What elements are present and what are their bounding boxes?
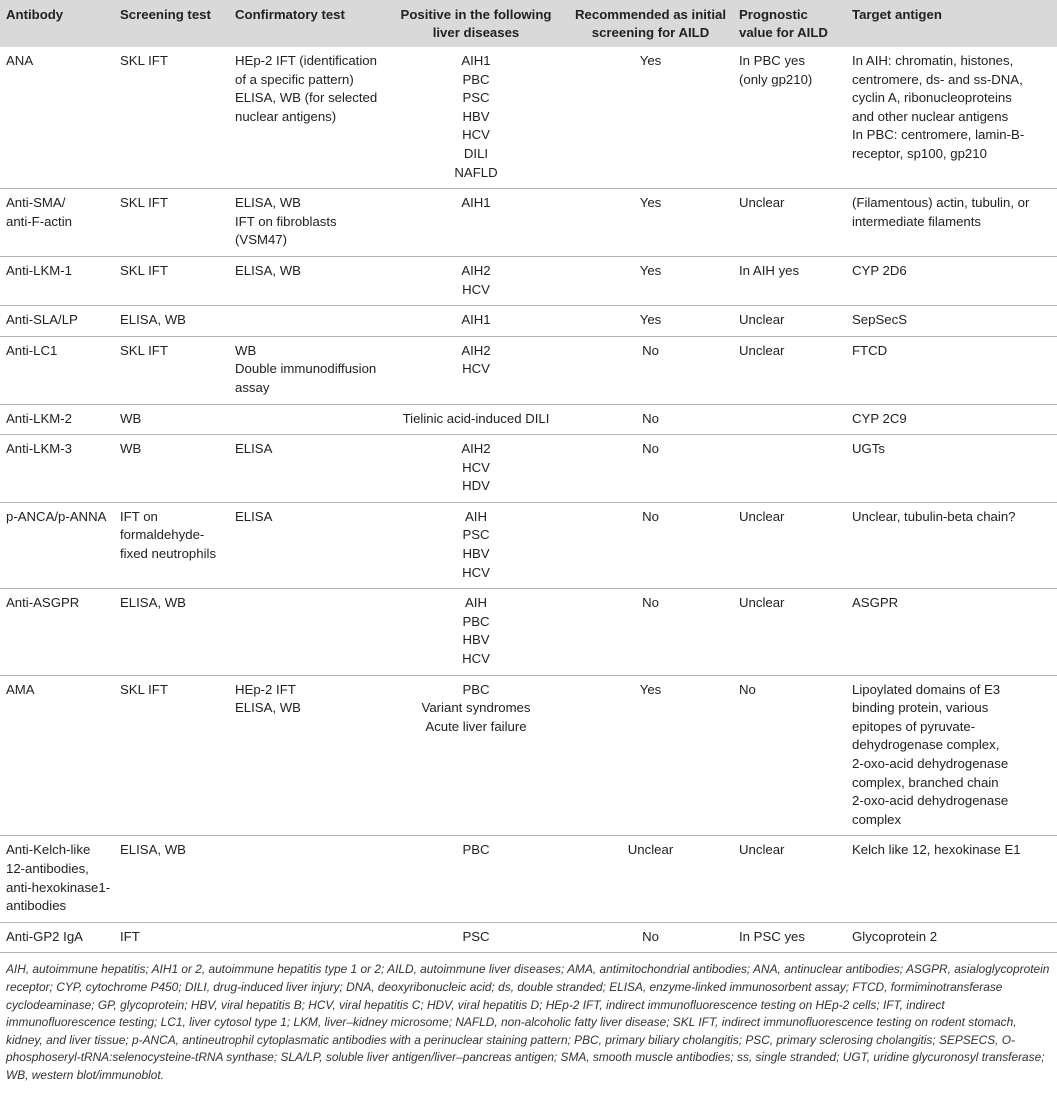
cell-line: Unclear	[739, 342, 785, 358]
cell-line: receptor, sp100, gp210	[852, 145, 987, 161]
cell-prognostic-value	[733, 675, 846, 836]
cell-line: AIH	[465, 595, 487, 611]
cell-line: PBC	[462, 681, 490, 697]
cell-line: antibodies	[6, 898, 67, 914]
cell-recommended-screening	[566, 306, 733, 337]
cell-line: In PSC yes	[739, 928, 805, 944]
cell-target-antigen	[846, 675, 1057, 836]
cell-recommended-screening	[566, 435, 733, 503]
cell-prognostic-value	[733, 47, 846, 189]
cell-line: ELISA, WB	[235, 262, 301, 278]
cell-line: anti-hexokinase1-	[6, 879, 111, 895]
header-line: Prognostic	[739, 7, 808, 22]
cell-line: Lipoylated domains of E3	[852, 681, 1001, 697]
cell-line: Yes	[639, 681, 662, 697]
cell-prognostic-value	[733, 922, 846, 953]
cell-line: and other nuclear antigens	[852, 108, 1009, 124]
cell-screening-test	[114, 404, 229, 435]
cell-line: ELISA, WB	[120, 595, 186, 611]
cell-recommended-screening	[566, 836, 733, 922]
cell-line: No	[739, 681, 756, 697]
cell-line: Anti-LC1	[6, 342, 58, 358]
cell-screening-test	[114, 336, 229, 404]
cell-recommended-screening	[566, 589, 733, 675]
cell-line: dehydrogenase complex,	[852, 737, 1000, 753]
cell-line: No	[642, 508, 659, 524]
table-row	[0, 589, 1057, 675]
table-row	[0, 256, 1057, 305]
cell-target-antigen	[846, 47, 1057, 189]
cell-line: HEp-2 IFT (identification	[235, 53, 377, 68]
cell-recommended-screening	[566, 336, 733, 404]
cell-line: 12-antibodies,	[6, 860, 89, 876]
header-antibody	[0, 0, 114, 47]
cell-prognostic-value	[733, 306, 846, 337]
cell-screening-test	[114, 256, 229, 305]
cell-line: AIH	[465, 508, 487, 524]
cell-recommended-screening	[566, 47, 733, 189]
cell-screening-test	[114, 922, 229, 953]
cell-confirmatory-test	[229, 336, 384, 404]
cell-line: 2-oxo-acid dehydrogenase	[852, 756, 1009, 771]
cell-target-antigen	[846, 336, 1057, 404]
cell-line: HBV	[462, 632, 490, 648]
cell-line: epitopes of pyruvate-	[852, 718, 976, 734]
header-row	[0, 0, 1057, 47]
cell-line: AIH2	[461, 342, 491, 358]
cell-line: ELISA	[235, 441, 273, 457]
cell-target-antigen	[846, 502, 1057, 588]
cell-line: SKL IFT	[120, 195, 168, 211]
cell-line: fixed neutrophils	[120, 546, 217, 562]
cell-prognostic-value	[733, 404, 846, 435]
cell-antibody	[0, 47, 114, 189]
cell-line: ELISA, WB	[120, 842, 186, 858]
cell-target-antigen	[846, 404, 1057, 435]
cell-target-antigen	[846, 836, 1057, 922]
cell-positive-diseases	[384, 336, 566, 404]
cell-prognostic-value	[733, 836, 846, 922]
cell-line: IFT	[120, 928, 140, 944]
cell-line: In AIH: chromatin, histones,	[852, 53, 1014, 68]
cell-line: In AIH yes	[739, 262, 800, 278]
cell-line: formaldehyde-	[120, 527, 205, 543]
cell-line: SKL IFT	[120, 53, 168, 68]
table-row	[0, 404, 1057, 435]
cell-confirmatory-test	[229, 589, 384, 675]
header-line: Screening test	[120, 7, 211, 22]
cell-positive-diseases	[384, 404, 566, 435]
cell-line: assay	[235, 379, 270, 395]
cell-line: Anti-SLA/LP	[6, 312, 78, 328]
cell-line: Anti-GP2 IgA	[6, 928, 83, 944]
cell-line: ELISA, WB (for selected	[235, 90, 378, 106]
table-row	[0, 47, 1057, 189]
cell-line: In PBC: centromere, lamin-B-	[852, 127, 1025, 143]
header-line: Confirmatory test	[235, 7, 345, 22]
table-row	[0, 502, 1057, 588]
cell-line: Unclear	[739, 195, 785, 211]
table-row	[0, 306, 1057, 337]
cell-antibody	[0, 836, 114, 922]
header-line: value for AILD	[739, 25, 828, 40]
cell-confirmatory-test	[229, 306, 384, 337]
cell-line: HCV	[462, 651, 490, 667]
cell-recommended-screening	[566, 189, 733, 257]
cell-line: HEp-2 IFT	[235, 681, 296, 697]
cell-screening-test	[114, 675, 229, 836]
cell-screening-test	[114, 502, 229, 588]
cell-line: Unclear	[739, 842, 785, 858]
cell-line: Yes	[639, 53, 662, 68]
cell-line: IFT on	[120, 508, 158, 524]
cell-recommended-screening	[566, 256, 733, 305]
cell-line: HCV	[462, 281, 490, 297]
cell-line: WB	[120, 441, 142, 457]
cell-line: Anti-LKM-2	[6, 410, 72, 426]
cell-line: PBC	[462, 842, 490, 858]
cell-line: PSC	[462, 527, 490, 543]
cell-line: Yes	[639, 195, 662, 211]
cell-confirmatory-test	[229, 836, 384, 922]
cell-line: p-ANCA/p-ANNA	[6, 508, 107, 524]
cell-line: HBV	[462, 546, 490, 562]
cell-line: IFT on fibroblasts	[235, 213, 337, 229]
cell-target-antigen	[846, 435, 1057, 503]
cell-line: intermediate filaments	[852, 213, 982, 229]
cell-line: of a specific pattern)	[235, 71, 354, 87]
cell-antibody	[0, 404, 114, 435]
cell-line: Unclear	[739, 508, 785, 524]
cell-line: CYP 2D6	[852, 262, 907, 278]
cell-line: ASGPR	[852, 595, 899, 611]
header-prognostic-value	[733, 0, 846, 47]
cell-line: ANA	[6, 53, 34, 68]
cell-line: ELISA, WB	[235, 195, 301, 211]
cell-line: Yes	[639, 262, 662, 278]
cell-positive-diseases	[384, 435, 566, 503]
cell-screening-test	[114, 189, 229, 257]
cell-line: AMA	[6, 681, 35, 697]
table-row	[0, 189, 1057, 257]
cell-antibody	[0, 306, 114, 337]
cell-line: DILI	[463, 145, 489, 161]
cell-positive-diseases	[384, 589, 566, 675]
cell-line: PSC	[462, 90, 490, 106]
cell-antibody	[0, 336, 114, 404]
cell-line: PBC	[462, 613, 490, 629]
cell-confirmatory-test	[229, 189, 384, 257]
cell-line: HCV	[462, 127, 490, 143]
cell-line: Unclear, tubulin-beta chain?	[852, 508, 1016, 524]
cell-line: AIH1	[461, 312, 491, 328]
cell-positive-diseases	[384, 922, 566, 953]
cell-line: Tielinic acid-induced DILI	[402, 410, 550, 426]
cell-line: cyclin A, ribonucleoproteins	[852, 90, 1012, 106]
cell-line: 2-oxo-acid dehydrogenase	[852, 793, 1009, 809]
cell-line: ELISA	[235, 508, 273, 524]
cell-line: In PBC yes	[739, 53, 805, 68]
cell-line: WB	[235, 342, 257, 358]
cell-confirmatory-test	[229, 404, 384, 435]
cell-line: CYP 2C9	[852, 410, 907, 426]
header-line: Target antigen	[852, 7, 942, 22]
cell-target-antigen	[846, 589, 1057, 675]
header-line: screening for AILD	[591, 25, 710, 40]
table-row	[0, 922, 1057, 953]
table-body	[0, 47, 1057, 953]
cell-confirmatory-test	[229, 47, 384, 189]
cell-positive-diseases	[384, 675, 566, 836]
cell-line: Anti-LKM-1	[6, 262, 72, 278]
cell-line: SKL IFT	[120, 681, 168, 697]
header-recommended-screening	[566, 0, 733, 47]
cell-line: No	[642, 441, 659, 457]
cell-positive-diseases	[384, 189, 566, 257]
cell-line: complex, branched chain	[852, 774, 999, 790]
cell-line: SKL IFT	[120, 342, 168, 358]
cell-line: HCV	[462, 564, 490, 580]
cell-line: Anti-LKM-3	[6, 441, 72, 457]
cell-prognostic-value	[733, 502, 846, 588]
cell-line: Acute liver failure	[425, 718, 527, 734]
cell-line: Variant syndromes	[421, 700, 531, 716]
cell-confirmatory-test	[229, 502, 384, 588]
cell-screening-test	[114, 836, 229, 922]
cell-line: HCV	[462, 361, 490, 377]
cell-line: PSC	[462, 928, 490, 944]
cell-antibody	[0, 502, 114, 588]
cell-screening-test	[114, 589, 229, 675]
cell-antibody	[0, 435, 114, 503]
cell-target-antigen	[846, 189, 1057, 257]
cell-line: No	[642, 595, 659, 611]
cell-line: ELISA, WB	[120, 312, 186, 328]
cell-line: No	[642, 928, 659, 944]
cell-line: Glycoprotein 2	[852, 928, 938, 944]
cell-line: AIH2	[461, 441, 491, 457]
cell-line: FTCD	[852, 342, 888, 358]
cell-line: WB	[120, 410, 142, 426]
header-line: Positive in the following	[400, 7, 552, 22]
cell-screening-test	[114, 306, 229, 337]
cell-line: complex	[852, 811, 902, 827]
header-line: Recommended as initial	[575, 7, 726, 22]
cell-antibody	[0, 189, 114, 257]
cell-antibody	[0, 256, 114, 305]
cell-prognostic-value	[733, 435, 846, 503]
cell-recommended-screening	[566, 675, 733, 836]
cell-line: Yes	[639, 312, 662, 328]
cell-prognostic-value	[733, 589, 846, 675]
cell-antibody	[0, 922, 114, 953]
cell-recommended-screening	[566, 922, 733, 953]
cell-line: AIH2	[461, 262, 491, 278]
cell-line: ELISA, WB	[235, 700, 301, 716]
cell-prognostic-value	[733, 256, 846, 305]
footnote: AIH, autoimmune hepatitis; AIH1 or 2, autoimmune hepatitis type 1 or 2; AILD, autoimmune liver diseases; AMA, antimitochondrial antibodies; ANA, antinuclear antibodies; ASGPR, asialoglycoprotein receptor; CYP, cytochrome P450; DILI, drug-induced liver injury; DNA, deoxyribonucleic acid; ds, double stranded; ELISA, enzyme-linked immunosorbent assay; FTCD, formiminotransferase cyclodeaminase; GP, glycoprotein; HBV, viral hepatitis B; HCV, viral hepatitis C; HDV, viral hepatitis D; HEp-2 IFT, indirect immunofluorescence testing on HEp-2 cells; IFT, indirect immunofluorescence testing; LC1, liver cytosol type 1; LKM, liver–kidney microsome; NAFLD, non-alcoholic fatty liver disease; SKL IFT, indirect immunofluorescence testing on rodent stomach, kidney, and liver tissue; p-ANCA, antineutrophil cytoplasmatic antibodies with a perinuclear staining pattern; PBC, primary biliary cholangitis; PSC, primary sclerosing cholangitis; SEPSECS, O-phosphoseryl-tRNA:selenocysteine-tRNA synthase; SLA/LP, soluble liver antigen/liver–pancreas antigen; SMA, smooth muscle antibodies; ss, single stranded; UGT, uridine glycuronosyl transferase; WB, western blot/immunoblot.	[6, 962, 1050, 1082]
cell-screening-test	[114, 47, 229, 189]
cell-target-antigen	[846, 306, 1057, 337]
cell-confirmatory-test	[229, 256, 384, 305]
header-line: liver diseases	[432, 25, 520, 40]
header-target-antigen	[846, 0, 1057, 47]
cell-line: No	[642, 342, 659, 358]
table-row	[0, 435, 1057, 503]
cell-line: Double immunodiffusion	[235, 361, 377, 377]
cell-prognostic-value	[733, 336, 846, 404]
cell-line: Anti-Kelch-like	[6, 842, 91, 858]
cell-positive-diseases	[384, 836, 566, 922]
cell-positive-diseases	[384, 47, 566, 189]
cell-line: Anti-SMA/	[6, 195, 66, 211]
cell-prognostic-value	[733, 189, 846, 257]
header-positive-diseases	[384, 0, 566, 47]
cell-confirmatory-test	[229, 922, 384, 953]
cell-confirmatory-test	[229, 435, 384, 503]
cell-line: AIH1	[461, 53, 491, 68]
header-screening-test	[114, 0, 229, 47]
cell-positive-diseases	[384, 306, 566, 337]
cell-line: HBV	[462, 108, 490, 124]
table-row	[0, 675, 1057, 836]
table-row	[0, 336, 1057, 404]
cell-line: Unclear	[739, 595, 785, 611]
cell-screening-test	[114, 435, 229, 503]
cell-line: (only gp210)	[739, 71, 813, 87]
cell-positive-diseases	[384, 256, 566, 305]
cell-line: NAFLD	[454, 164, 498, 180]
cell-antibody	[0, 675, 114, 836]
cell-line: Unclear	[739, 312, 785, 328]
header-line: Antibody	[6, 7, 64, 22]
cell-line: binding protein, various	[852, 700, 989, 716]
cell-target-antigen	[846, 256, 1057, 305]
cell-line: centromere, ds- and ss-DNA,	[852, 71, 1023, 87]
table-row	[0, 836, 1057, 922]
cell-line: (VSM47)	[235, 232, 288, 248]
cell-line: SepSecS	[852, 312, 907, 328]
cell-line: SKL IFT	[120, 262, 168, 278]
cell-line: Anti-ASGPR	[6, 595, 80, 611]
cell-recommended-screening	[566, 502, 733, 588]
cell-line: Unclear	[627, 842, 674, 858]
cell-line: PBC	[462, 71, 490, 87]
cell-line: No	[642, 410, 659, 426]
cell-recommended-screening	[566, 404, 733, 435]
cell-confirmatory-test	[229, 675, 384, 836]
cell-line: Kelch like 12, hexokinase E1	[852, 842, 1021, 858]
cell-line: HCV	[462, 459, 490, 475]
cell-target-antigen	[846, 922, 1057, 953]
cell-line: HDV	[462, 478, 490, 494]
cell-line: AIH1	[461, 195, 491, 211]
cell-antibody	[0, 589, 114, 675]
cell-positive-diseases	[384, 502, 566, 588]
cell-line: anti-F-actin	[6, 213, 72, 229]
cell-line: UGTs	[852, 441, 885, 457]
header-confirmatory-test	[229, 0, 384, 47]
cell-line: nuclear antigens)	[235, 108, 337, 124]
cell-line: (Filamentous) actin, tubulin, or	[852, 195, 1030, 211]
